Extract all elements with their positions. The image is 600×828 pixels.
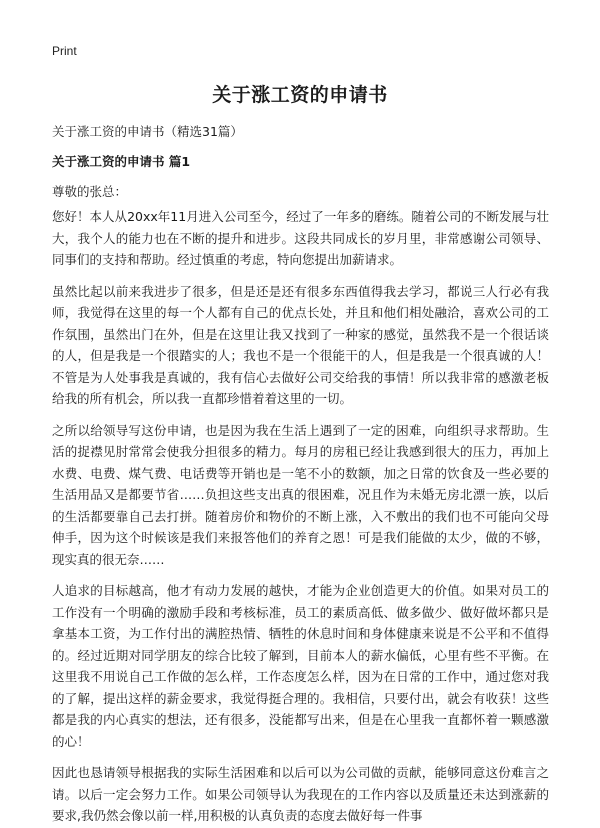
paragraph-3: 之所以给领导写这份申请，也是因为我在生活上遇到了一定的困难，向组织寻求帮助。生活的捉襟见肘常常会使我分担很多的精力。每月的房租已经让我感到很大的压力，再加上水费、电费、煤气费、电话费等开销也是一笔不小的数额，加之日常的饮食及一些必要的生活用品又是都要节省……负担这些支出真的很困难，况且作为未婚无房北漂一族，以后的生活都要靠自己去打拼。随着房价和物价的不断上涨，入不敷出的我们也不可能向父母伸手，因为这个时候该是我们来报答他们的养育之恩！可是我们能做的太少，做的不够，现实真的很无奈…… — [52, 422, 549, 567]
paragraph-4: 人追求的目标越高，他才有动力发展的越快，才能为企业创造更大的价值。如果对员工的工作没有一个明确的激励手段和考核标准，员工的素质高低、做多做少、做好做坏都只是拿基本工资，为工作付出的满腔热情、牺牲的休息时间和身体健康来说是不公平和不值得的。经过近期对同学朋友的综合比较了解到，目前本人的薪水偏低，心里有些不平衡。在这里我不用说自己工作做的怎么样，工作态度怎么样，因为在日常的工作中，通过您对我的了解，提出这样的薪金要求，我觉得挺合理的。我相信，只要付出，就会有收获！这些都是我的内心真实的想法，还有很多，没能都写出来，但是在心里我一直都怀着一颗感激的心！ — [52, 583, 549, 749]
section-heading: 关于涨工资的申请书 篇1 — [52, 154, 191, 169]
paragraph-5: 因此也恳请领导根据我的实际生活困难和以后可以为公司做的贡献，能够同意这份难言之请。以后一定会努力工作。如果公司领导认为我现在的工作内容以及质量还未达到涨薪的要求,我仍然会像以前一样,用积极的认真负责的态度去做好每一件事 — [52, 765, 549, 823]
paragraph-1: 您好！本人从20xx年11月进入公司至今，经过了一年多的磨练。随着公司的不断发展与壮大，我个人的能力也在不断的提升和进步。这段共同成长的岁月里，非常感谢公司领导、同事们的支持和帮助。经过慎重的考虑，特向您提出加薪请求。 — [52, 209, 549, 267]
print-label[interactable]: Print — [52, 44, 77, 58]
document-title: 关于涨工资的申请书 — [212, 84, 388, 106]
document-subtitle: 关于涨工资的申请书（精选31篇） — [52, 124, 243, 139]
paragraph-2: 虽然比起以前来我进步了很多，但是还是还有很多东西值得我去学习，都说三人行必有我师，我觉得在这里的每一个人都有自己的优点长处，并且和他们相处融洽，喜欢公司的工作氛围，虽然出门在外，但是在这里让我又找到了一种家的感觉，虽然我不是一个很话谈的人，但是我是一个很踏实的人；我也不是一个很能干的人，但是我是一个很真诚的人！不管是为人处事我是真诚的，我有信心去做好公司交给我的事情！所以我非常的感激老板给我的所有机会，所以我一直都珍惜着着这里的一切。 — [52, 283, 549, 406]
letter-greeting: 尊敬的张总： — [52, 184, 128, 199]
letter-body — [52, 206, 549, 827]
